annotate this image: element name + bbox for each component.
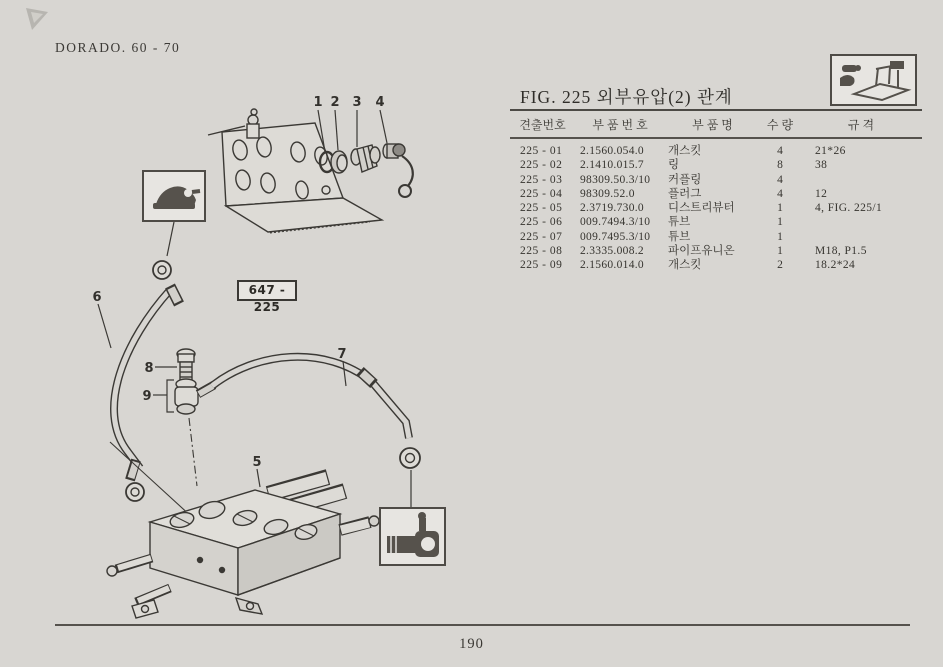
col-header-partno: 부 품 번 호: [592, 118, 648, 132]
table-row: [510, 230, 922, 244]
callout-1: 1: [313, 95, 323, 110]
valve-thumbnail: [142, 170, 206, 222]
col-header-spec: 규 격: [847, 118, 875, 132]
callout-4: 4: [375, 95, 385, 110]
qty-cell: 1: [777, 245, 783, 258]
ref-cell: 225 - 09: [520, 259, 563, 272]
table-row: [510, 244, 922, 258]
ref-cell: 225 - 08: [520, 245, 563, 258]
bracket-plate-drawing: [208, 109, 382, 233]
tractor-location-thumbnail: [830, 54, 917, 106]
spec-cell: 4, FIG. 225/1: [815, 202, 883, 215]
callout-8: 8: [144, 361, 154, 376]
footer-rule: [55, 624, 910, 626]
name-cell: 개스킷: [668, 145, 702, 157]
qty-cell: 4: [777, 173, 783, 186]
callout-5: 5: [252, 455, 262, 470]
col-header-name: 부 품 명: [692, 118, 733, 132]
callout-7: 7: [337, 347, 347, 362]
partno-cell: 009.7494.3/10: [580, 216, 651, 229]
table-row: [510, 158, 922, 172]
name-cell: 플러그: [668, 187, 702, 200]
table-row: [510, 173, 922, 187]
qty-cell: 1: [777, 230, 783, 243]
partno-cell: 98309.52.0: [580, 187, 635, 200]
banjo-fitting-thumbnail: [379, 507, 446, 566]
col-header-ref: 견출번호: [519, 118, 566, 132]
hose-7-drawing: [212, 357, 420, 468]
qty-cell: 1: [777, 202, 783, 215]
callout-9: 9: [142, 389, 152, 404]
qty-cell: 2: [777, 259, 783, 272]
ref-cell: 225 - 03: [520, 173, 563, 186]
table-row: [510, 201, 922, 215]
partno-cell: 98309.50.3/10: [580, 173, 651, 186]
spec-cell: [800, 215, 922, 229]
table-row: [510, 258, 922, 272]
callout-2: 2: [330, 95, 340, 110]
spec-cell: 38: [815, 159, 828, 172]
figure-title: FIG. 225 외부유압(2) 관계: [520, 87, 733, 107]
valve-thumb-icon: [144, 172, 204, 220]
ref-cell: 225 - 06: [520, 216, 563, 229]
name-cell: 튜브: [668, 230, 691, 243]
partno-cell: 2.1560.054.0: [580, 145, 644, 157]
spec-cell: 18.2*24: [815, 259, 856, 272]
spec-cell: [800, 230, 922, 244]
parts-table: [510, 144, 922, 273]
qty-cell: 4: [777, 145, 783, 157]
partno-cell: 2.1560.014.0: [580, 259, 644, 272]
qty-cell: 1: [777, 216, 783, 229]
union-fitting-drawing: [175, 349, 214, 414]
name-cell: 튜브: [668, 216, 691, 229]
drawing-ref-label: 647 - 225: [237, 280, 297, 301]
spec-cell: 12: [815, 187, 828, 200]
tractor-sketch-icon: [832, 56, 915, 104]
model-label: DORADO. 60 - 70: [55, 40, 181, 55]
spec-cell: [800, 173, 922, 187]
callout-6: 6: [92, 290, 102, 305]
title-rule: [510, 109, 922, 111]
partno-cell: 009.7495.3/10: [580, 230, 651, 243]
callout-3: 3: [352, 95, 362, 110]
partno-cell: 2.1410.015.7: [580, 159, 644, 172]
banjo-thumb-icon: [381, 509, 444, 564]
qty-cell: 4: [777, 187, 783, 200]
header-rule: [510, 137, 922, 139]
spec-cell: M18, P1.5: [815, 245, 867, 258]
ref-cell: 225 - 05: [520, 202, 563, 215]
name-cell: 커플링: [668, 173, 702, 186]
name-cell: 개스킷: [668, 259, 702, 272]
name-cell: 링: [668, 159, 680, 172]
hose-6-drawing: [114, 261, 179, 501]
ref-cell: 225 - 07: [520, 230, 563, 243]
partno-cell: 2.3335.008.2: [580, 245, 644, 258]
ref-cell: 225 - 02: [520, 159, 563, 172]
table-row: [510, 144, 922, 158]
col-header-qty: 수 량: [766, 118, 794, 132]
table-row: [510, 215, 922, 229]
ref-cell: 225 - 01: [520, 145, 563, 157]
spec-cell: 21*26: [815, 145, 846, 157]
page-number: 190: [459, 636, 484, 652]
table-row: [510, 187, 922, 201]
name-cell: 디스트리뷰터: [668, 202, 735, 215]
control-valve-drawing: [107, 477, 379, 618]
scan-artifact: [22, 4, 56, 34]
partno-cell: 2.3719.730.0: [580, 202, 644, 215]
name-cell: 파이프유니온: [668, 245, 735, 258]
qty-cell: 8: [777, 159, 783, 172]
table-header-row: [510, 116, 922, 133]
ref-cell: 225 - 04: [520, 187, 563, 200]
